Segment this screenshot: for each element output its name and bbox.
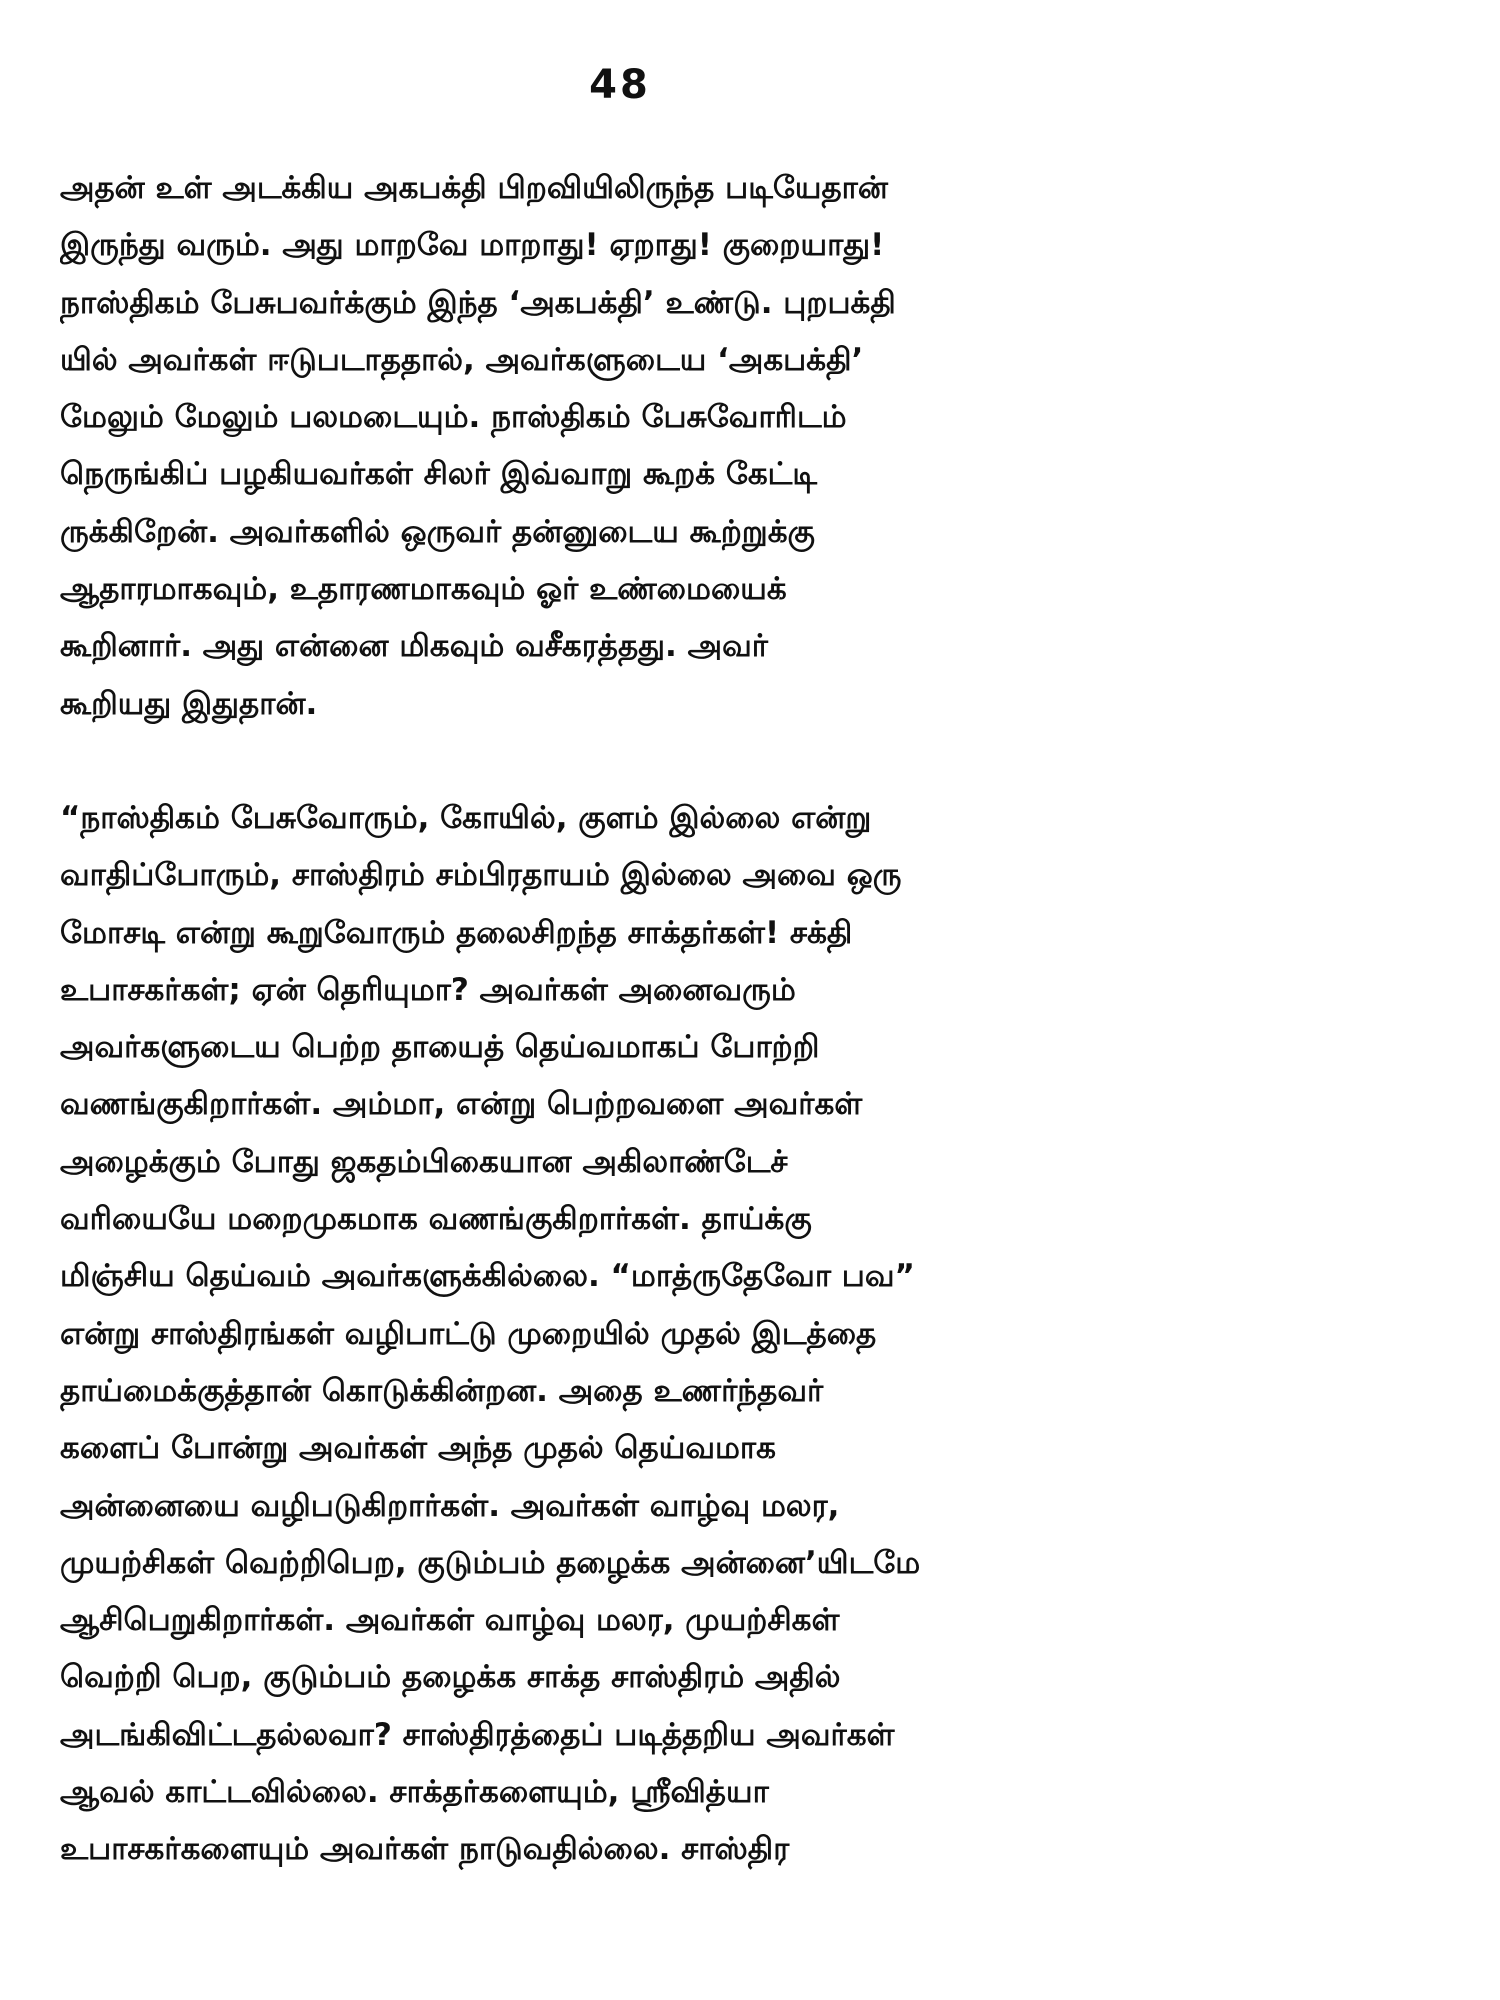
text-line: மிஞ்சிய தெய்வம் அவர்களுக்கில்லை. “மாத்ருதேவோ பவ” (60, 1258, 915, 1295)
text-line: ருக்கிறேன். அவர்களில் ஒருவர் தன்னுடைய கூற்றுக்கு (60, 513, 815, 550)
text-line: வெற்றி பெற, குடும்பம் தழைக்க சாக்த சாஸ்திரம் அதில் (60, 1659, 841, 1696)
text-line: தாய்மைக்குத்தான் கொடுக்கின்றன. அதை உணர்ந்தவர் (60, 1372, 824, 1409)
text-line: யில் அவர்கள் ஈடுபடாததால், அவர்களுடைய ‘அகபக்தி’ (60, 341, 864, 378)
text-line: நாஸ்திகம் பேசுபவர்க்கும் இந்த ‘அகபக்தி’ உண்டு. புறபக்தி (60, 284, 896, 321)
text-line: ஆசிபெறுகிறார்கள். அவர்கள் வாழ்வு மலர, முயற்சிகள் (60, 1602, 840, 1639)
paragraph-1 (60, 160, 1440, 733)
text-line: என்று சாஸ்திரங்கள் வழிபாட்டு முறையில் முதல் இடத்தை (60, 1315, 877, 1352)
text-line: கூறினார். அது என்னை மிகவும் வசீகரத்தது. அவர் (60, 628, 768, 665)
text-line: அடங்கிவிட்டதல்லவா? சாஸ்திரத்தைப் படித்தறிய அவர்கள் (60, 1716, 895, 1753)
text-line: அவர்களுடைய பெற்ற தாயைத் தெய்வமாகப் போற்றி (60, 1029, 820, 1066)
text-line: களைப் போன்று அவர்கள் அந்த முதல் தெய்வமாக (60, 1430, 776, 1467)
text-line: அதன் உள் அடக்கிய அகபக்தி பிறவியிலிருந்த படியேதான் (60, 170, 888, 206)
text-line: ஆவல் காட்டவில்லை. சாக்தர்களையும், ஸ்ரீவித்யா (60, 1774, 769, 1811)
text-line: இருந்து வரும். அது மாறவே மாறாது! ஏறாது! குறையாது! (60, 227, 885, 264)
text-line: ஆதாரமாகவும், உதாரணமாகவும் ஓர் உண்மையைக் (60, 571, 787, 608)
text-line: உபாசகர்களையும் அவர்கள் நாடுவதில்லை. சாஸ்திர (60, 1831, 790, 1868)
page-number: 48 (589, 62, 651, 108)
text-line: முயற்சிகள் வெற்றிபெற, குடும்பம் தழைக்க அன்னை’யிடமே (60, 1544, 921, 1581)
text-line: வரியையே மறைமுகமாக வணங்குகிறார்கள். தாய்க்கு (60, 1201, 812, 1238)
text-line: நெருங்கிப் பழகியவர்கள் சிலர் இவ்வாறு கூறக் கேட்டி (60, 456, 818, 493)
paragraph-2 (60, 790, 1440, 1879)
text-line: வணங்குகிறார்கள். அம்மா, என்று பெற்றவளை அவர்கள் (60, 1086, 863, 1123)
text-line: வாதிப்போரும், சாஸ்திரம் சம்பிரதாயம் இல்லை அவை ஒரு (60, 857, 902, 894)
text-line: கூறியது இதுதான். (60, 685, 318, 722)
text-line: அழைக்கும் போது ஜகதம்பிகையான அகிலாண்டேச் (60, 1143, 788, 1180)
text-line: மேலும் மேலும் பலமடையும். நாஸ்திகம் பேசுவோரிடம் (60, 399, 847, 436)
text-line: மோசடி என்று கூறுவோரும் தலைசிறந்த சாக்தர்கள்! சக்தி (60, 914, 853, 951)
text-line: “நாஸ்திகம் பேசுவோரும், கோயில், குளம் இல்லை என்று (60, 800, 872, 836)
text-line: உபாசகர்கள்; ஏன் தெரியுமா? அவர்கள் அனைவரும் (60, 971, 796, 1008)
text-line: அன்னையை வழிபடுகிறார்கள். அவர்கள் வாழ்வு மலர, (60, 1487, 840, 1524)
